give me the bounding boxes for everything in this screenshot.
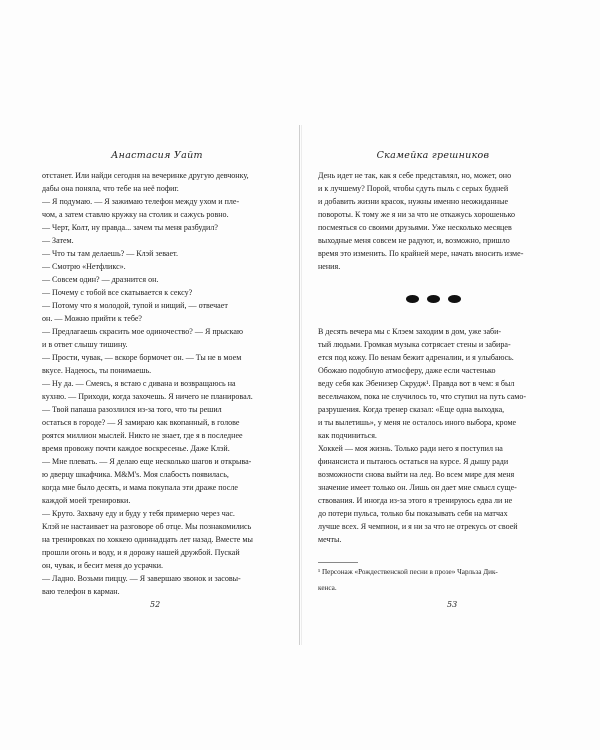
scene-break-dot (406, 295, 419, 303)
left-page-body (42, 169, 272, 598)
text-line: разрушения. Когда тренер сказал: «Еще одна выходка, (318, 405, 505, 414)
right-page-number: 53 (447, 600, 458, 609)
text-line: — Предлагаешь скрасить мое одиночество? — Я прыскаю (42, 327, 243, 336)
book-gutter (299, 125, 300, 645)
text-line: на тренировках по хоккею одиннадцать лет назад. Вместе мы (42, 535, 253, 544)
text-line: он. — Можно прийти к тебе? (42, 314, 143, 323)
text-line: вкусе. Надеюсь, ты понимаешь. (42, 366, 152, 375)
text-line: и добавить жизни красок, нужны именно неожиданные (318, 197, 509, 206)
right-page (318, 150, 548, 594)
text-line: День идет не так, как я себе представлял, но, может, оно (318, 171, 512, 180)
text-line: — Совсем один? — дразнится он. (42, 275, 159, 284)
text-line: чом, а затем ставлю кружку на столик и сажусь ровно. (42, 210, 229, 219)
left-page-header: Анастасия Уайт (111, 150, 203, 161)
text-line: и ты вылетишь», у меня не осталось иного выбора, кроме (318, 418, 517, 427)
text-line: Обожаю подобную атмосферу, даже если частенько (318, 366, 496, 375)
text-line: мечты. (318, 535, 342, 544)
text-line: — Потому что я молодой, тупой и нищий, — отвечает (42, 301, 228, 310)
text-line: весельчаком, пока не случилось то, что ступил на путь само- (318, 392, 527, 401)
text-line: — Круто. Захвачу еду и буду у тебя примерно через час. (42, 509, 235, 518)
text-line: — Ну да. — Смеясь, я встаю с дивана и возвращаюсь на (42, 379, 236, 388)
text-line: роятся миллион мыслей. Никто не знает, где я в последнее (42, 431, 243, 440)
text-line: ствования. И иногда из-за этого я тренируюсь едва ли не (318, 496, 513, 505)
footnote (318, 567, 548, 594)
text-line: ется под кожу. По венам бежит адреналин, и я улыбаюсь. (318, 353, 514, 362)
text-line: ю дверцу шкафчика. M&M's. Моя слабость появилась, (42, 470, 229, 479)
text-line: каждой моей тренировки. (42, 496, 131, 505)
footnote-line: кенса. (318, 583, 337, 592)
text-line: Клэй не настаивает на разговоре об отце. Мы познакомились (42, 522, 252, 531)
text-line: — Прости, чувак, — вскоре бормочет он. — Ты не в моем (42, 353, 242, 362)
text-line: тый людьми. Громкая музыка сотрясает стены и забира- (318, 340, 511, 349)
text-line: время провожу почти каждое воскресенье. Даже Клэй. (42, 444, 230, 453)
text-line: лучше всех. Я чемпион, и я ни за что не отрекусь от своей (318, 522, 518, 531)
text-line: нения. (318, 262, 341, 271)
scene-break-dot (427, 295, 440, 303)
text-line: кухню. — Приходи, когда захочешь. Я ничего не планировал. (42, 392, 253, 401)
text-line: дабы она поняла, что тебе на неё пофиг. (42, 184, 179, 193)
text-line: когда мне было десять, и мама покупала эти драже после (42, 483, 238, 492)
text-line: финансиста и пытаюсь остаться на курсе. Я дышу ради (318, 457, 509, 466)
book-gutter-shadow (301, 125, 302, 645)
text-line: — Черт, Колт, ну правда... зачем ты меня разбудил? (42, 223, 218, 232)
text-line: время это изменить. По крайней мере, начать вносить изме- (318, 249, 524, 258)
text-line: — Почему с тобой все скатывается к сексу? (42, 288, 193, 297)
text-line: ваю телефон в карман. (42, 587, 120, 596)
text-line: прошли огонь и воду, и я дорожу нашей дружбой. Пускай (42, 548, 240, 557)
text-line: В десять вечера мы с Клэем заходим в дом, уже заби- (318, 327, 502, 336)
text-line: до потери пульса, только бы показывать себя на матчах (318, 509, 508, 518)
text-line: отстанет. Или найди сегодня на вечеринке другую девчонку, (42, 171, 249, 180)
text-line: значение имеет только он. Лишь он дает мне смысл суще- (318, 483, 517, 492)
left-page-number: 52 (150, 600, 161, 609)
footnote-line: ¹ Персонаж «Рождественской песни в прозе» Чарльза Дик- (318, 568, 498, 576)
text-line: веду себя как Эбенизер Скрудж¹. Правда вот в чем: я был (318, 379, 515, 388)
right-page-intro (318, 169, 548, 273)
text-line: выходные меня совсем не радуют, и, возможно, пришло (318, 236, 510, 245)
text-line: он, чувак, и бесит меня до усрачки. (42, 561, 164, 570)
text-line: и к лучшему? Порой, чтобы сдуть пыль с серых будней (318, 184, 509, 193)
scene-break-ornament (318, 295, 548, 303)
text-line: посмеяться со своими друзьями. Уже несколько месяцев (318, 223, 512, 232)
scene-break-dot (448, 295, 461, 303)
text-line: — Ладно. Возьми пиццу. — Я завершаю звонок и засовы- (42, 574, 241, 583)
text-line: возможности снова выйти на лед. Во всем мире для меня (318, 470, 515, 479)
right-page-body (318, 325, 548, 546)
text-line: как подчиниться. (318, 431, 377, 440)
text-line: — Что ты там делаешь? — Клэй зевает. (42, 249, 178, 258)
text-line: — Твой папаша разозлился из-за того, что ты решил (42, 405, 222, 414)
right-page-header: Скамейка грешников (376, 150, 490, 161)
text-line: — Смотрю «Нетфликс». (42, 262, 126, 271)
text-line: повороты. К тому же я ни за что не откажусь хорошенько (318, 210, 515, 219)
text-line: и в ответ слышу тишину. (42, 340, 128, 349)
text-line: остаться в городе? — Я замираю как вкопанный, в голове (42, 418, 240, 427)
left-page (42, 150, 272, 598)
text-line: — Затем. (42, 236, 74, 245)
footnote-rule (318, 562, 358, 563)
text-line: — Мне плевать. — Я делаю еще несколько шагов и открыва- (42, 457, 252, 466)
text-line: Хоккей — моя жизнь. Только ради него я поступил на (318, 444, 503, 453)
text-line: — Я подумаю. — Я зажимаю телефон между ухом и пле- (42, 197, 240, 206)
